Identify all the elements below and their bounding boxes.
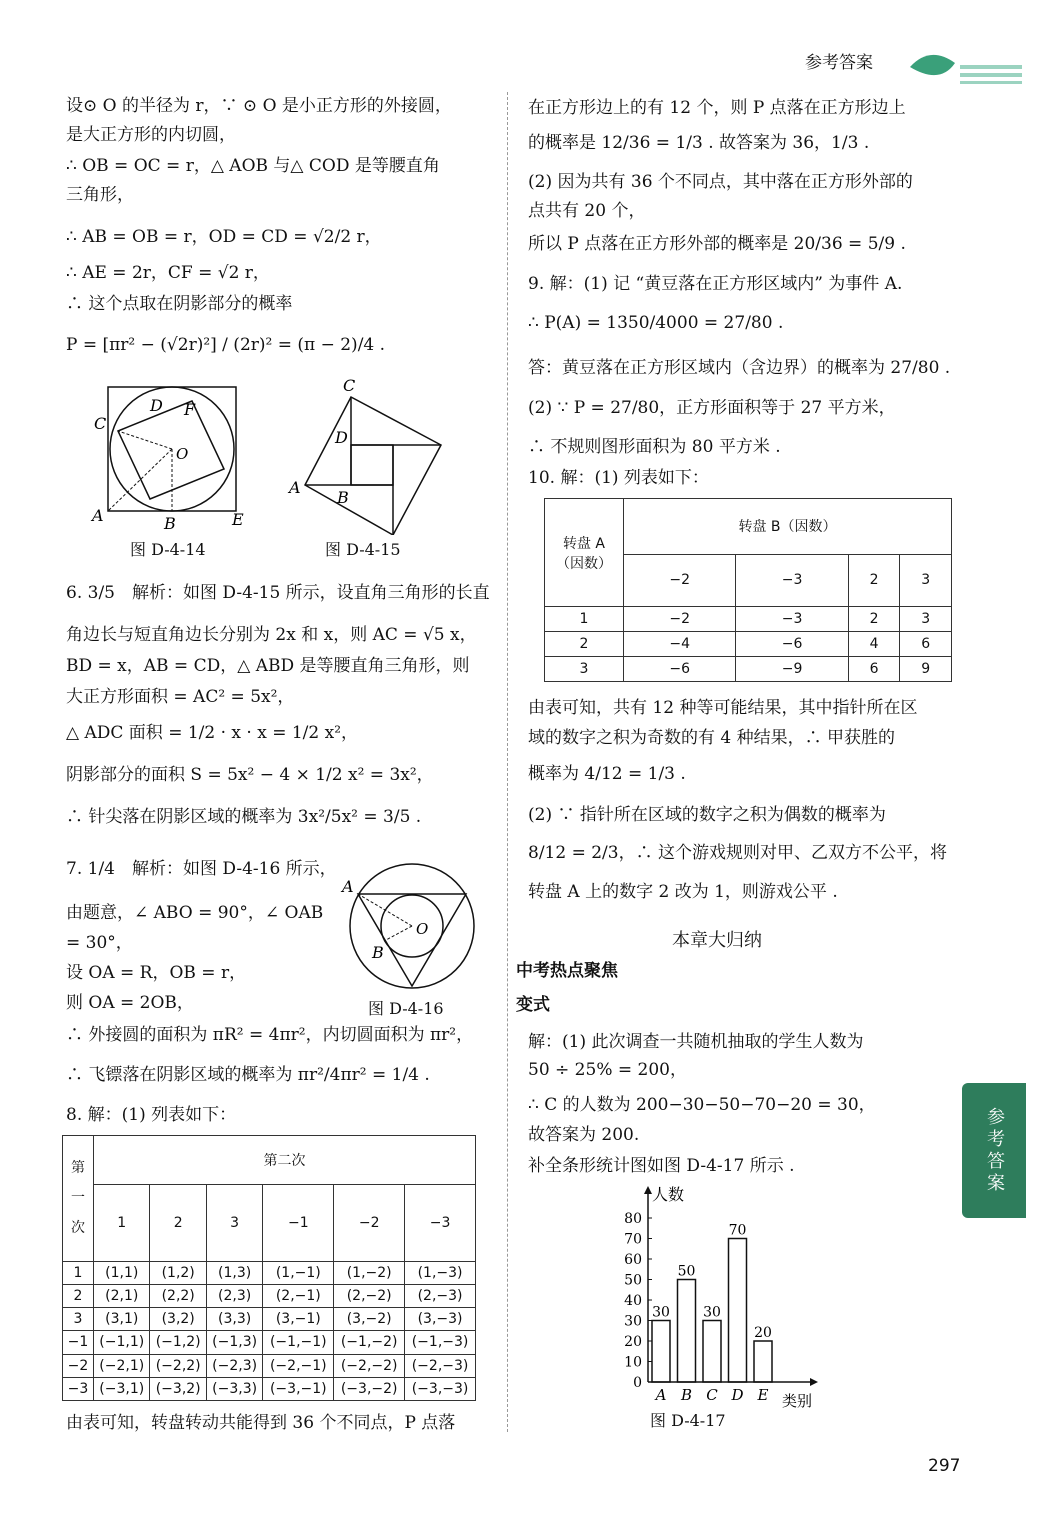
left-text-line: △ ADC 面积 = 1/2 · x · x = 1/2 x²，: [66, 723, 359, 743]
bar-c: [703, 1321, 721, 1383]
x-tick-label: B: [680, 1386, 693, 1404]
table8-cell: (−2,3): [206, 1354, 262, 1377]
table10-cell: −6: [624, 657, 736, 682]
table8-cell: (−1,−3): [405, 1331, 476, 1354]
fig14-label-o: O: [176, 445, 189, 463]
table8-cell: (1,1): [94, 1261, 150, 1284]
left-text-line: BD = x，AB = CD，△ ABD 是等腰直角三角形，则: [66, 656, 470, 676]
page-number: 297: [928, 1456, 961, 1476]
y-axis-label: 人数: [652, 1185, 685, 1204]
table10-col-header: −3: [736, 554, 848, 607]
fig14-label-f: F: [184, 400, 196, 419]
table8-cell: (−3,1): [94, 1377, 150, 1400]
y-tick-label: 0: [633, 1375, 642, 1391]
table8-cell: (1,−2): [334, 1261, 405, 1284]
left-text-line: 设 OA = R，OB = r，: [66, 963, 247, 983]
table10-col-header: −2: [624, 554, 736, 607]
figure-d-4-14: [88, 375, 258, 535]
table-row: [545, 632, 952, 657]
left-text-line: ∴ 针尖落在阴影区域的概率为 3x²/5x² = 3/5 .: [66, 807, 422, 827]
table8-col-header: 1: [94, 1185, 150, 1262]
table-row: [63, 1377, 476, 1400]
fig16-label-b: B: [372, 943, 384, 962]
table8-cell: (1,2): [150, 1261, 206, 1284]
data-label: 30: [703, 1304, 721, 1321]
y-tick-label: 40: [624, 1293, 642, 1309]
table8-cell: (−3,−3): [405, 1377, 476, 1400]
left-text-line: = 30°，: [66, 933, 133, 953]
x-tick-label: C: [706, 1386, 718, 1404]
table8-cell: (−1,−2): [334, 1331, 405, 1354]
table8-cell: (−3,−1): [263, 1377, 334, 1400]
x-tick-label: E: [757, 1386, 769, 1404]
caption-f17: 图 D-4-17: [650, 1411, 726, 1430]
caption-f16: 图 D-4-16: [368, 999, 444, 1018]
caption-f14: 图 D-4-14: [130, 540, 206, 559]
table8-cell: (2,−2): [334, 1284, 405, 1307]
right-text-line: 转盘 A 上的数字 2 改为 1，则游戏公平 .: [528, 882, 838, 902]
left-text-line: ∴ 外接圆的面积为 πR² = 4πr²，内切圆面积为 πr²，: [66, 1025, 474, 1045]
table8-col-header: 2: [150, 1185, 206, 1262]
left-text-line: P = [πr² − (√2r)²] / (2r)² = (π − 2)/4 .: [66, 335, 386, 355]
table10-header: 转盘 B（因数）: [624, 499, 952, 555]
y-tick-label: 20: [624, 1334, 642, 1350]
right-text-line: 所以 P 点落在正方形外部的概率是 20/36 = 5/9 .: [528, 234, 906, 254]
left-text-line: 阴影部分的面积 S = 5x² − 4 × 1/2 x² = 3x²，: [66, 765, 434, 785]
table-row: [545, 607, 952, 632]
table8-row-header: −3: [63, 1377, 94, 1400]
fig14-label-e: E: [232, 510, 244, 529]
right-text-line: (2) 因为共有 36 个不同点，其中落在正方形外部的: [528, 172, 913, 192]
table8-cell: (−2,1): [94, 1354, 150, 1377]
right-text-line: 故答案为 200.: [528, 1125, 640, 1145]
left-text-line: 则 OA = 2OB，: [66, 993, 194, 1013]
table8-cell: (2,−3): [405, 1284, 476, 1307]
left-text-line: ∴ 飞镖落在阴影区域的概率为 πr²/4πr² = 1/4 .: [66, 1065, 430, 1085]
left-text-line: 大正方形面积 = AC² = 5x²，: [66, 687, 295, 707]
table10-cell: 3: [900, 607, 952, 632]
y-tick-label: 70: [624, 1231, 642, 1248]
table-row: [545, 657, 952, 682]
table8-row-header: −1: [63, 1331, 94, 1354]
table8-cell: (1,−1): [263, 1261, 334, 1284]
table10-row-header: 3: [545, 657, 624, 682]
side-tab-answers[interactable]: 参考答案: [962, 1083, 1026, 1218]
table8-cell: (3,−3): [405, 1308, 476, 1331]
y-tick-label: 30: [624, 1313, 642, 1330]
fig15-label-d: D: [335, 428, 348, 447]
table10-cell: 6: [848, 657, 900, 682]
fig14-label-b: B: [164, 514, 176, 533]
table8-cell: (3,−2): [334, 1308, 405, 1331]
table8-col-header: −3: [405, 1185, 476, 1262]
table-row: [63, 1308, 476, 1331]
table8-cell: (−1,3): [206, 1331, 262, 1354]
table8-cell: (−3,2): [150, 1377, 206, 1400]
table10-col-header: 2: [848, 554, 900, 607]
table8-row-header: −2: [63, 1354, 94, 1377]
caption-f15: 图 D-4-15: [325, 540, 401, 559]
table8-cell: (−1,2): [150, 1331, 206, 1354]
left-text-line: ∴ AE = 2r，CF = √2 r，: [66, 263, 270, 283]
right-text-line: 点共有 20 个，: [528, 201, 646, 221]
table10-cell: −6: [736, 632, 848, 657]
left-text-line: 角边长与短直角边长分别为 2x 和 x，则 AC = √5 x，: [66, 625, 477, 645]
table10-cell: 4: [848, 632, 900, 657]
table-row: [63, 1284, 476, 1307]
table10-cell: −9: [736, 657, 848, 682]
table10-cell: −3: [736, 607, 848, 632]
figure-d-4-16: [340, 858, 485, 993]
right-text-line: ∴ 不规则图形面积为 80 平方米 .: [528, 437, 781, 457]
table-row: [63, 1261, 476, 1284]
right-text-line: (2) ∵ P = 27/80，正方形面积等于 27 平方米，: [528, 398, 896, 418]
figure-d-4-15: [285, 375, 455, 535]
table8-cell: (3,2): [150, 1308, 206, 1331]
header-label: 参考答案: [805, 53, 873, 73]
table8-cell: (−1,−1): [263, 1331, 334, 1354]
table8-cell: (−2,2): [150, 1354, 206, 1377]
table8-row-header: 2: [63, 1284, 94, 1307]
right-text-line: ∴ C 的人数为 200−30−50−70−20 = 30，: [528, 1095, 876, 1115]
left-text-line: 设⊙ O 的半径为 r，∵ ⊙ O 是小正方形的外接圆，: [66, 96, 452, 116]
table8-row-header: 3: [63, 1308, 94, 1331]
bar-b: [678, 1280, 696, 1383]
fig15-label-c: C: [343, 376, 356, 395]
left-text-line: 6. 3/5 解析：如图 D-4-15 所示，设直角三角形的长直: [66, 583, 490, 603]
table8-cell: (1,3): [206, 1261, 262, 1284]
y-tick-label: 10: [624, 1354, 642, 1371]
fig14-label-d: D: [150, 396, 163, 415]
table10-cell: 9: [900, 657, 952, 682]
table10-row-header: 1: [545, 607, 624, 632]
table8-corner: 第 一 次: [63, 1136, 94, 1262]
fig16-label-a: A: [342, 877, 354, 896]
fig15-label-b: B: [337, 488, 349, 507]
table8-cell: (2,1): [94, 1284, 150, 1307]
fig15-label-a: A: [289, 478, 301, 497]
table8-cell: (−3,−2): [334, 1377, 405, 1400]
x-axis-arrow-icon: [810, 1378, 818, 1386]
table8-cell: (−3,3): [206, 1377, 262, 1400]
bar-d: [729, 1239, 747, 1383]
fig16-label-o: O: [416, 920, 429, 938]
table10-cell: 6: [900, 632, 952, 657]
right-text-line: 补全条形统计图如图 D-4-17 所示 .: [528, 1156, 795, 1176]
bar-chart-d-4-17: [610, 1180, 840, 1410]
table10-cell: −2: [624, 607, 736, 632]
fig14-label-a: A: [92, 506, 104, 525]
table8-cell: (3,−1): [263, 1308, 334, 1331]
left-text-line: 由题意，∠ ABO = 90°，∠ OAB: [66, 903, 324, 923]
left-text-line: 7. 1/4 解析：如图 D-4-16 所示，: [66, 859, 337, 879]
table8-col-header: −1: [263, 1185, 334, 1262]
table10-cell: −4: [624, 632, 736, 657]
table8-cell: (−2,−3): [405, 1354, 476, 1377]
table8-cell: (2,2): [150, 1284, 206, 1307]
right-text-line: 10. 解：(1) 列表如下：: [528, 468, 709, 488]
right-text-line: 概率为 4/12 = 1/3 .: [528, 764, 686, 784]
table8-col-header: −2: [334, 1185, 405, 1262]
table-row: [63, 1354, 476, 1377]
table10-col-header: 3: [900, 554, 952, 607]
table8-cell: (3,1): [94, 1308, 150, 1331]
table-q8: [62, 1135, 476, 1401]
table8-cell: (2,3): [206, 1284, 262, 1307]
table8-cell: (3,3): [206, 1308, 262, 1331]
right-text-line: 由表可知，共有 12 种等可能结果，其中指针所在区: [528, 698, 918, 718]
table8-second-header: 第二次: [94, 1136, 476, 1185]
table10-cell: 2: [848, 607, 900, 632]
data-label: 30: [652, 1304, 670, 1321]
x-tick-label: A: [655, 1386, 667, 1404]
column-divider: [507, 92, 508, 1432]
y-tick-label: 50: [624, 1272, 642, 1289]
right-text-line: 8/12 = 2/3，∴ 这个游戏规则对甲、乙双方不公平，将: [528, 843, 947, 863]
section-heading-variant: 变式: [516, 995, 550, 1015]
header-logo-icon: [900, 45, 1025, 87]
y-axis-arrow-icon: [644, 1186, 652, 1194]
left-text-line: 是大正方形的内切圆，: [66, 125, 236, 145]
table10-row-header: 2: [545, 632, 624, 657]
right-text-line: 答：黄豆落在正方形区域内（含边界）的概率为 27/80 .: [528, 358, 951, 378]
x-tick-label: D: [731, 1386, 744, 1404]
right-text-line: 的概率是 12/36 = 1/3 . 故答案为 36，1/3 .: [528, 133, 870, 153]
y-tick-label: 60: [624, 1252, 642, 1268]
y-tick-label: 80: [624, 1211, 642, 1227]
data-label: 50: [677, 1263, 696, 1280]
right-text-line: 在正方形边上的有 12 个，则 P 点落在正方形边上: [528, 98, 906, 118]
left-text-line: ∴ AB = OB = r，OD = CD = √2/2 r，: [66, 227, 382, 247]
right-text-line: 域的数字之积为奇数的有 4 种结果，∴ 甲获胜的: [528, 728, 896, 748]
right-text-line: (2) ∵ 指针所在区域的数字之积为偶数的概率为: [528, 805, 886, 825]
table-q10: [544, 498, 952, 682]
section-heading-hot: 中考热点聚焦: [516, 961, 618, 981]
fig14-label-c: C: [94, 414, 107, 433]
right-text-line: 9. 解：(1) 记 “黄豆落在正方形区域内” 为事件 A.: [528, 274, 903, 294]
bar-e: [754, 1341, 772, 1382]
right-text-line: 解：(1) 此次调查一共随机抽取的学生人数为: [528, 1032, 864, 1052]
left-text-line: 三角形，: [66, 185, 134, 205]
left-text-line: 8. 解：(1) 列表如下：: [66, 1105, 237, 1125]
data-label: 20: [754, 1325, 772, 1341]
table8-cell: (−2,−1): [263, 1354, 334, 1377]
table8-col-header: 3: [206, 1185, 262, 1262]
right-text-line: ∴ P(A) = 1350/4000 = 27/80 .: [528, 313, 784, 333]
x-axis-label: 类别: [782, 1392, 813, 1410]
table10-corner: 转盘 A （因数）: [545, 499, 624, 607]
left-text-line: ∴ OB = OC = r，△ AOB 与△ COD 是等腰直角: [66, 156, 440, 176]
left-text-line: 由表可知，转盘转动共能得到 36 个不同点，P 点落: [66, 1413, 456, 1433]
data-label: 70: [728, 1222, 747, 1239]
right-text-line: 50 ÷ 25% = 200，: [528, 1060, 687, 1080]
bar-a: [652, 1321, 670, 1383]
table8-row-header: 1: [63, 1261, 94, 1284]
table8-cell: (1,−3): [405, 1261, 476, 1284]
table-row: [63, 1331, 476, 1354]
chapter-title: 本章大归纳: [672, 930, 762, 951]
table8-cell: (2,−1): [263, 1284, 334, 1307]
table8-cell: (−1,1): [94, 1331, 150, 1354]
table8-cell: (−2,−2): [334, 1354, 405, 1377]
left-text-line: ∴ 这个点取在阴影部分的概率: [66, 294, 293, 314]
